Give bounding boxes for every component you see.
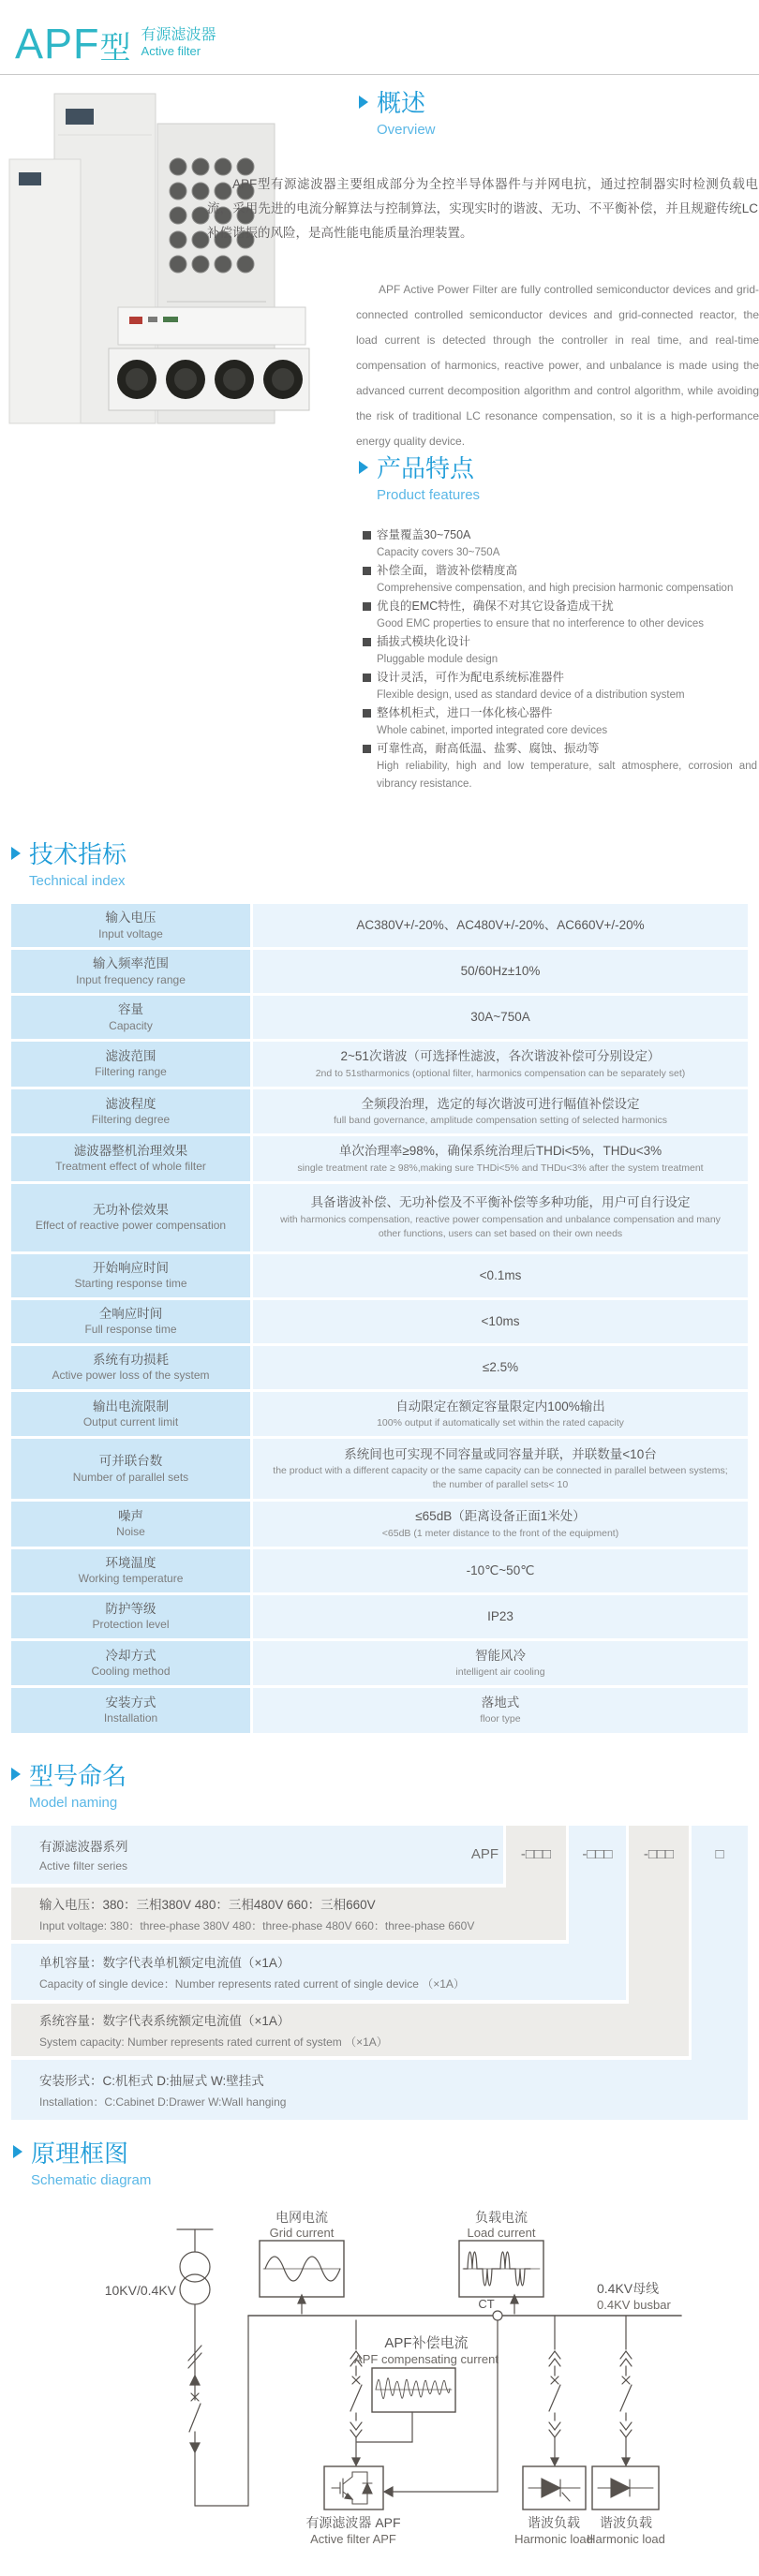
apf-box bbox=[324, 2466, 383, 2509]
arrow-down-icon bbox=[622, 2458, 630, 2465]
tech-table bbox=[11, 904, 748, 1732]
row-value-zh: 落地式 bbox=[481, 1695, 520, 1710]
naming-row-system-capacity bbox=[11, 2004, 689, 2056]
row-label-zh: 输出电流限制 bbox=[93, 1399, 169, 1414]
row-value-zh: <10ms bbox=[481, 1313, 520, 1328]
row-label-zh: 防护等级 bbox=[105, 1601, 156, 1616]
tech-title: 技术指标 bbox=[29, 840, 127, 869]
table-row bbox=[11, 904, 748, 947]
row-value-zh: 系统间也可实现不同容量或同容量并联，并联数量<10台 bbox=[344, 1446, 657, 1461]
breaker-icon bbox=[350, 2385, 362, 2411]
cabinet-screen-small bbox=[19, 172, 41, 185]
schematic-diagram bbox=[0, 2192, 759, 2576]
elbow-connector bbox=[357, 2412, 412, 2442]
code-seg-voltage: -□□□ bbox=[520, 1845, 552, 1862]
feature-item bbox=[363, 740, 757, 793]
harmonic-label-en: Harmonic load bbox=[587, 2531, 665, 2546]
row-label-en: Number of parallel sets bbox=[72, 1470, 189, 1484]
feature-item bbox=[363, 704, 757, 740]
model-suffix: 型 bbox=[99, 30, 132, 65]
table-row bbox=[11, 1089, 748, 1133]
arrow-left-icon bbox=[384, 2487, 393, 2496]
row-label-en: Effect of reactive power compensation bbox=[35, 1219, 227, 1233]
harmonic-label-zh: 谐波负载 bbox=[528, 2514, 580, 2530]
row-label-zh: 输入电压 bbox=[105, 910, 156, 925]
row-value-en: 100% output if automatically set within the rated capacity bbox=[377, 1417, 624, 1429]
row-value-zh: AC380V+/-20%、AC480V+/-20%、AC660V+/-20% bbox=[356, 918, 645, 933]
grid-current-label-zh: 电网电流 bbox=[275, 2209, 328, 2225]
naming-en: System capacity: Number represents rated current of system （×1A） bbox=[39, 2035, 388, 2049]
cabinet-small bbox=[9, 159, 81, 423]
naming-en: Installation：C:Cabinet D:Drawer W:Wall hanging bbox=[39, 2095, 287, 2109]
chevron-up-icon bbox=[620, 2351, 632, 2366]
table-row bbox=[11, 1136, 748, 1180]
apf-label-en: Active filter APF bbox=[310, 2531, 396, 2546]
triangle-icon bbox=[11, 847, 21, 860]
feature-zh: 设计灵活，可作为配电系统标准器件 bbox=[377, 671, 565, 685]
harmonic-load-box bbox=[592, 2466, 659, 2509]
section-schematic-heading bbox=[13, 2135, 759, 2188]
feature-zh: 整体机柜式，进口一体化核心器件 bbox=[377, 706, 553, 720]
transformer-icon bbox=[177, 2229, 213, 2304]
feature-zh: 优良的EMC特性，确保不对其它设备造成干扰 bbox=[377, 600, 614, 614]
row-label-en: Full response time bbox=[84, 1323, 177, 1337]
chevron-up-icon bbox=[549, 2351, 560, 2366]
section-tech-heading bbox=[11, 836, 759, 889]
row-label-en: Installation bbox=[103, 1711, 158, 1725]
load-branch bbox=[549, 2316, 560, 2465]
busbar-label-zh: 0.4KV母线 bbox=[597, 2280, 660, 2296]
row-label-zh: 环境温度 bbox=[105, 1555, 156, 1570]
feature-en: Good EMC properties to ensure that no interference to other devices bbox=[377, 618, 705, 630]
cabinet-screen bbox=[66, 109, 94, 125]
table-row bbox=[11, 1184, 748, 1251]
apf-branch bbox=[350, 2320, 362, 2465]
table-row bbox=[11, 1392, 748, 1436]
naming-diagram bbox=[11, 1826, 748, 2120]
harmonic-label-zh: 谐波负载 bbox=[600, 2514, 652, 2530]
row-label-zh: 滤波器整机治理效果 bbox=[73, 1144, 188, 1159]
naming-zh: 安装形式：C:机柜式 D:抽屉式 W:壁挂式 bbox=[39, 2073, 264, 2088]
table-row bbox=[11, 1688, 748, 1732]
row-label-en: Output current limit bbox=[82, 1414, 179, 1429]
row-label-en: Filtering range bbox=[95, 1065, 167, 1079]
harmonic-label-en: Harmonic load bbox=[514, 2531, 593, 2546]
naming-title: 型号命名 bbox=[29, 1761, 127, 1790]
load-current-label-en: Load current bbox=[467, 2225, 536, 2240]
row-value-en: 2nd to 51stharmonics (optional filter, harmonics compensation can be separately set) bbox=[315, 1067, 686, 1079]
row-value-zh: 智能风冷 bbox=[475, 1648, 526, 1663]
table-row bbox=[11, 996, 748, 1039]
model-name: APF bbox=[15, 20, 100, 67]
ct-sensor bbox=[493, 2311, 502, 2320]
feature-en: Capacity covers 30~750A bbox=[377, 547, 500, 559]
schematic-title: 原理框图 bbox=[31, 2139, 129, 2168]
naming-row-voltage bbox=[11, 1888, 566, 1940]
breaker-icon bbox=[549, 2385, 560, 2411]
row-label-en: Treatment effect of whole filter bbox=[55, 1160, 206, 1174]
feature-zh: 插拔式模块化设计 bbox=[377, 635, 471, 649]
product-model-title bbox=[15, 20, 132, 67]
table-row bbox=[11, 1346, 748, 1389]
row-value-zh: 30A~750A bbox=[470, 1010, 530, 1025]
bullet-square-icon bbox=[363, 745, 371, 753]
row-label-en: Capacity bbox=[109, 1018, 153, 1032]
row-value-zh: -10℃~50℃ bbox=[466, 1562, 535, 1577]
row-value-zh: <0.1ms bbox=[479, 1267, 522, 1282]
row-label-en: Starting response time bbox=[74, 1277, 187, 1291]
load-current-label-zh: 负载电流 bbox=[475, 2209, 528, 2225]
feature-item bbox=[363, 526, 757, 562]
overview-paragraph-en: APF Active Power Filter are fully controlled semiconductor devices and grid-connected controlled semiconductor devices and grid-connected reactor, the load current is detected through the controller in real time, and real-time compensation of harmonics, reactive power, and unbalance is made using the advanced current decomposition algorithm and control algorithm, while avoiding the risk of traditional LC resonance compensation, so it is a high-performance energy quality device. bbox=[356, 283, 759, 449]
naming-row-series bbox=[11, 1826, 503, 1884]
row-label-zh: 全响应时间 bbox=[98, 1306, 163, 1321]
row-label-en: Active power loss of the system bbox=[52, 1369, 210, 1383]
transformer-label: 10KV/0.4KV bbox=[104, 2282, 176, 2298]
series-name-zh: 有源滤波器 bbox=[141, 27, 216, 43]
rack-chassis bbox=[118, 307, 305, 345]
row-value-zh: 50/60Hz±10% bbox=[460, 964, 541, 979]
naming-zh: 单机容量：数字代表单机额定电流值（×1A） bbox=[39, 1955, 290, 1970]
feature-en: Flexible design, used as standard device of a distribution system bbox=[377, 689, 685, 702]
row-value-en: full band governance, amplitude compensation setting of selected harmonics bbox=[333, 1115, 668, 1127]
row-label-zh: 系统有功损耗 bbox=[93, 1352, 169, 1367]
naming-row-single-capacity bbox=[11, 1944, 626, 2000]
table-row bbox=[11, 1254, 748, 1297]
row-value-zh: IP23 bbox=[487, 1608, 513, 1623]
feature-item bbox=[363, 562, 757, 598]
header-divider bbox=[0, 74, 759, 75]
row-label-en: Input frequency range bbox=[76, 972, 186, 986]
schematic-subtitle: Schematic diagram bbox=[31, 2171, 152, 2188]
row-label-en: Filtering degree bbox=[91, 1112, 171, 1126]
row-label-zh: 容量 bbox=[118, 1002, 143, 1017]
bullet-square-icon bbox=[363, 602, 371, 611]
triangle-icon bbox=[11, 1768, 21, 1781]
breaker-icon bbox=[620, 2385, 632, 2411]
apf-label-zh: 有源滤波器 APF bbox=[305, 2514, 401, 2530]
series-name-en: Active filter bbox=[141, 44, 201, 59]
row-value-zh: 自动限定在额定容量限定内100%输出 bbox=[395, 1399, 605, 1414]
apf-compensating-box bbox=[357, 2368, 455, 2442]
feature-list bbox=[363, 526, 757, 793]
chevron-down-icon bbox=[620, 2422, 632, 2437]
row-label-zh: 滤波程度 bbox=[105, 1096, 156, 1111]
row-value-zh: 全频段治理，选定的每次谐波可进行幅值补偿设定 bbox=[361, 1096, 640, 1111]
feature-zh: 补偿全面，谐波补偿精度高 bbox=[377, 564, 518, 578]
product-photo bbox=[7, 86, 314, 538]
features-title: 产品特点 bbox=[377, 454, 475, 483]
table-row bbox=[11, 950, 748, 993]
naming-zh: 系统容量：数字代表系统额定电流值（×1A） bbox=[39, 2013, 290, 2028]
feature-en: Comprehensive compensation, and high precision harmonic compensation bbox=[377, 583, 734, 595]
arrow-down-icon bbox=[551, 2458, 558, 2465]
section-features-heading bbox=[359, 450, 480, 503]
row-value-en: single treatment rate ≥ 98%,making sure THDi<5% and THDu<3% after the system treatment bbox=[297, 1162, 704, 1174]
row-value-en: with harmonics compensation, reactive power compensation and unbalance compensation and many other functions, users can set based on their own needs bbox=[280, 1213, 721, 1239]
feature-en: Whole cabinet, imported integrated core devices bbox=[377, 725, 608, 737]
naming-zh: 输入电压：380：三相380V 480：三相480V 660：三相660V bbox=[39, 1897, 376, 1912]
row-label-en: Noise bbox=[116, 1525, 145, 1539]
table-row bbox=[11, 1042, 748, 1086]
feature-en: Pluggable module design bbox=[377, 654, 499, 666]
overview-paragraph-zh: APF型有源滤波器主要组成部分为全控半导体器件与并网电抗，通过控制器实时检测负载电流，采用先进的电流分解算法与控制算法，实现实时的谐波、无功、不平衡补偿，并且规避传统LC补偿谐振的风险，是高性能电能质量治理装置。 bbox=[207, 176, 758, 240]
section-overview-heading bbox=[359, 84, 436, 138]
row-label-en: Working temperature bbox=[78, 1572, 184, 1586]
row-value-en: floor type bbox=[480, 1713, 521, 1725]
table-row bbox=[11, 1595, 748, 1638]
overview-title: 概述 bbox=[377, 89, 426, 118]
section-naming-heading bbox=[11, 1757, 759, 1811]
ct-label: CT bbox=[478, 2296, 495, 2311]
grid-current-box bbox=[260, 2241, 344, 2314]
row-value-zh: ≤2.5% bbox=[482, 1359, 519, 1374]
arrow-down-icon bbox=[190, 2443, 200, 2452]
triangle-icon bbox=[359, 96, 368, 109]
breaker-icon bbox=[189, 2404, 201, 2432]
code-prefix: APF bbox=[470, 1845, 499, 1862]
code-seg-system-capacity: -□□□ bbox=[643, 1845, 675, 1862]
naming-en: Active filter series bbox=[39, 1859, 128, 1873]
features-subtitle: Product features bbox=[377, 487, 481, 504]
bullet-square-icon bbox=[363, 567, 371, 575]
page-header bbox=[0, 0, 759, 67]
row-value-zh: 具备谐波补偿、无功补偿及不平衡补偿等多种功能，用户可自行设定 bbox=[310, 1195, 691, 1210]
row-value-zh: 单次治理率≥98%，确保系统治理后THDi<5%，THDu<3% bbox=[338, 1144, 662, 1159]
grid-current-label-en: Grid current bbox=[269, 2225, 335, 2240]
code-seg-single-capacity: -□□□ bbox=[582, 1845, 613, 1862]
table-row bbox=[11, 1502, 748, 1546]
row-value-en: <65dB (1 meter distance to the front of the equipment) bbox=[381, 1527, 619, 1539]
chevron-down-icon bbox=[350, 2422, 362, 2437]
feature-item bbox=[363, 669, 757, 704]
row-label-zh: 无功补偿效果 bbox=[93, 1202, 169, 1217]
load-branch bbox=[620, 2316, 632, 2465]
bullet-square-icon bbox=[363, 531, 371, 540]
table-row bbox=[11, 1641, 748, 1685]
naming-en: Input voltage: 380：three-phase 380V 480：three-phase 480V 660：three-phase 660V bbox=[39, 1918, 475, 1932]
row-value-en: the product with a different capacity or the same capacity can be connected in parallel between systems; the number of parallel sets< 10 bbox=[273, 1465, 728, 1491]
feature-zh: 可靠性高，耐高低温、盐雾、腐蚀、振动等 bbox=[377, 742, 600, 756]
table-row bbox=[11, 1300, 748, 1343]
naming-row-installation bbox=[11, 2060, 748, 2120]
compensating-label-en: APF compensating current bbox=[354, 2351, 499, 2366]
code-seg-installation: □ bbox=[715, 1845, 724, 1862]
arrow-down-icon bbox=[352, 2458, 360, 2465]
row-value-zh: ≤65dB（距离设备正面1米处） bbox=[415, 1509, 586, 1524]
row-label-zh: 冷却方式 bbox=[105, 1648, 156, 1663]
feature-item bbox=[363, 598, 757, 633]
row-label-en: Cooling method bbox=[91, 1664, 171, 1678]
row-label-en: Input voltage bbox=[98, 926, 163, 940]
row-value-en: intelligent air cooling bbox=[455, 1666, 545, 1678]
row-label-zh: 滤波范围 bbox=[105, 1049, 156, 1064]
bullet-square-icon bbox=[363, 638, 371, 646]
feature-zh: 容量覆盖30~750A bbox=[377, 528, 471, 542]
overview-subtitle: Overview bbox=[377, 122, 436, 139]
row-label-zh: 噪声 bbox=[118, 1509, 143, 1524]
busbar-label-en: 0.4KV busbar bbox=[597, 2297, 671, 2312]
bullet-square-icon bbox=[363, 674, 371, 682]
chevron-down-icon bbox=[549, 2422, 560, 2437]
bullet-square-icon bbox=[363, 709, 371, 718]
product-series bbox=[141, 27, 216, 59]
row-label-zh: 开始响应时间 bbox=[93, 1260, 169, 1275]
feature-item bbox=[363, 633, 757, 669]
main-content bbox=[0, 81, 759, 822]
feature-en: High reliability, high and low temperature, salt atmosphere, corrosion and vibrancy resistance. bbox=[377, 761, 757, 791]
harmonic-load-box bbox=[523, 2466, 586, 2509]
tech-subtitle: Technical index bbox=[29, 873, 126, 890]
arrow-up-icon bbox=[190, 2376, 200, 2385]
row-label-zh: 安装方式 bbox=[105, 1695, 156, 1710]
table-row bbox=[11, 1549, 748, 1592]
triangle-icon bbox=[13, 2145, 22, 2158]
naming-subtitle: Model naming bbox=[29, 1794, 118, 1811]
feeder-line bbox=[188, 2304, 248, 2506]
triangle-icon bbox=[359, 461, 368, 474]
compensating-label-zh: APF补偿电流 bbox=[384, 2334, 469, 2351]
load-current-box bbox=[459, 2241, 543, 2314]
naming-en: Capacity of single device：Number represents rated current of single device （×1A） bbox=[39, 1976, 465, 1991]
row-label-en: Protection level bbox=[92, 1618, 170, 1632]
row-label-zh: 输入频率范围 bbox=[93, 956, 169, 971]
table-row bbox=[11, 1439, 748, 1499]
naming-zh: 有源滤波器系列 bbox=[39, 1840, 128, 1855]
row-label-zh: 可并联台数 bbox=[98, 1454, 163, 1469]
row-value-zh: 2~51次谐波（可选择性滤波，各次谐波补偿可分别设定） bbox=[340, 1049, 661, 1064]
